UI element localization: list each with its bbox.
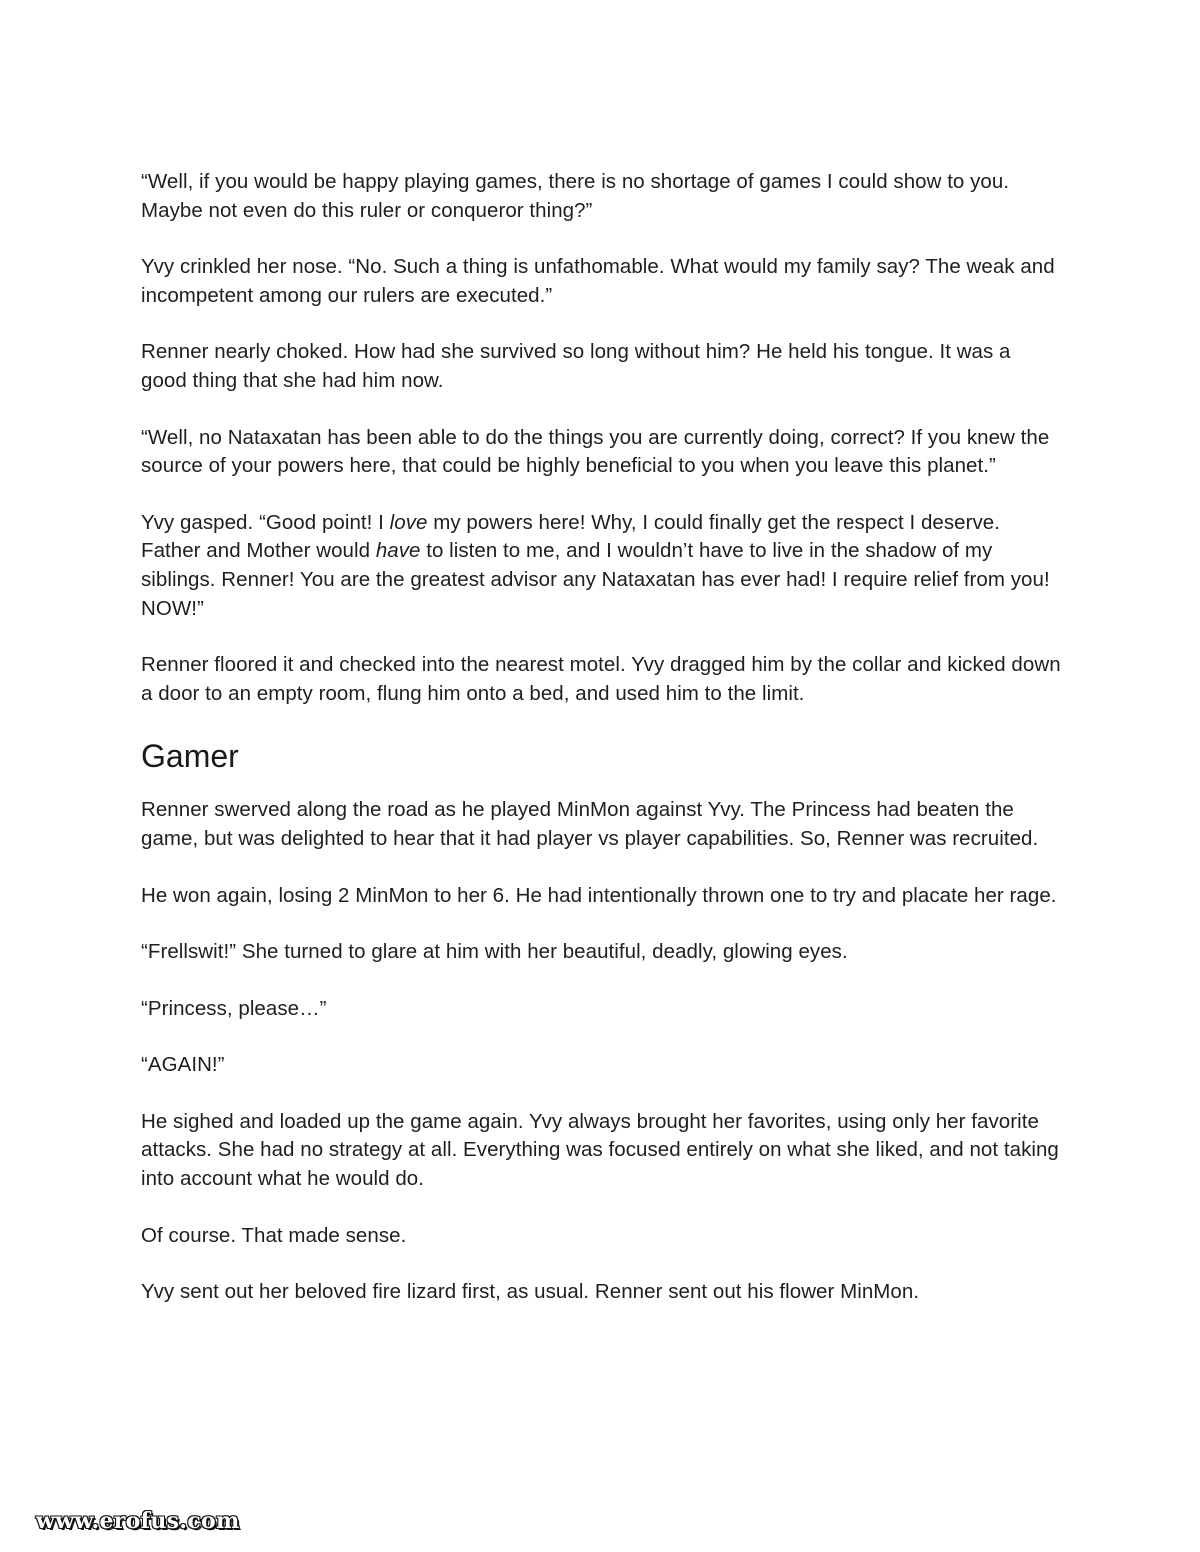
paragraph: [141, 1108, 1061, 1194]
paragraph: [141, 938, 1061, 967]
text-run: Yvy sent out her beloved fire lizard first, as usual. Renner sent out his flower MinMon.: [141, 1280, 920, 1304]
paragraph: [141, 509, 1061, 623]
text-run: my powers here! Why, I could finally get the respect I deserve. Father and Mother would: [141, 510, 1000, 563]
text-run: “Well, if you would be happy playing games, there is no shortage of games I could show to you. Maybe not even do this ruler or conqueror thing?”: [141, 170, 1010, 222]
text-run: “AGAIN!”: [141, 1053, 225, 1077]
paragraph: [141, 253, 1061, 310]
paragraph: [141, 796, 1061, 853]
paragraphs-before: [141, 168, 1061, 708]
section-heading: Gamer: [141, 738, 239, 775]
paragraph: [141, 1222, 1061, 1251]
text-run: “Princess, please…”: [141, 996, 327, 1020]
text-run: He sighed and loaded up the game again. Yvy always brought her favorites, using only her favorite attacks. She had no strategy at all. Everything was focused entirely on what she liked, and not taking into account what he would do.: [141, 1109, 1059, 1191]
watermark-text: www.erofus.com: [36, 1508, 240, 1534]
text-run: “Frellswit!” She turned to glare at him with her beautiful, deadly, glowing eyes.: [141, 940, 848, 964]
paragraph: [141, 651, 1061, 708]
text-run: to listen to me, and I wouldn’t have to live in the shadow of my siblings. Renner! You are the greatest advisor any Nataxatan has ever had! I require relief from you! NOW!”: [141, 539, 1050, 620]
paragraph: [141, 168, 1061, 225]
paragraph: [141, 1051, 1061, 1080]
text-run: Of course. That made sense.: [141, 1223, 407, 1247]
text-run: Renner swerved along the road as he played MinMon against Yvy. The Princess had beaten the game, but was delighted to hear that it had player vs player capabilities. So, Renner was recruited.: [141, 798, 1039, 850]
paragraph: [141, 338, 1061, 395]
text-run: Yvy crinkled her nose. “No. Such a thing is unfathomable. What would my family say? The weak and incompetent among our rulers are executed.”: [141, 255, 1055, 307]
paragraph: [141, 1278, 1061, 1307]
paragraph: [141, 882, 1061, 911]
text-run: Yvy gasped. “Good point! I: [141, 510, 390, 534]
document-page: [141, 168, 1061, 1335]
italic-run: love: [389, 510, 428, 534]
text-run: Renner floored it and checked into the nearest motel. Yvy dragged him by the collar and kicked down a door to an empty room, flung him onto a bed, and used him to the limit.: [141, 653, 1061, 705]
paragraph: [141, 995, 1061, 1024]
text-run: He won again, losing 2 MinMon to her 6. He had intentionally thrown one to try and placate her rage.: [141, 883, 1057, 907]
italic-run: have: [375, 539, 421, 563]
paragraphs-after: [141, 796, 1061, 1307]
text-run: “Well, no Nataxatan has been able to do the things you are currently doing, correct? If you knew the source of your powers here, that could be highly beneficial to you when you leave this planet.”: [141, 425, 1050, 478]
paragraph: [141, 424, 1061, 481]
text-run: Renner nearly choked. How had she survived so long without him? He held his tongue. It was a good thing that she had him now.: [141, 340, 1011, 392]
